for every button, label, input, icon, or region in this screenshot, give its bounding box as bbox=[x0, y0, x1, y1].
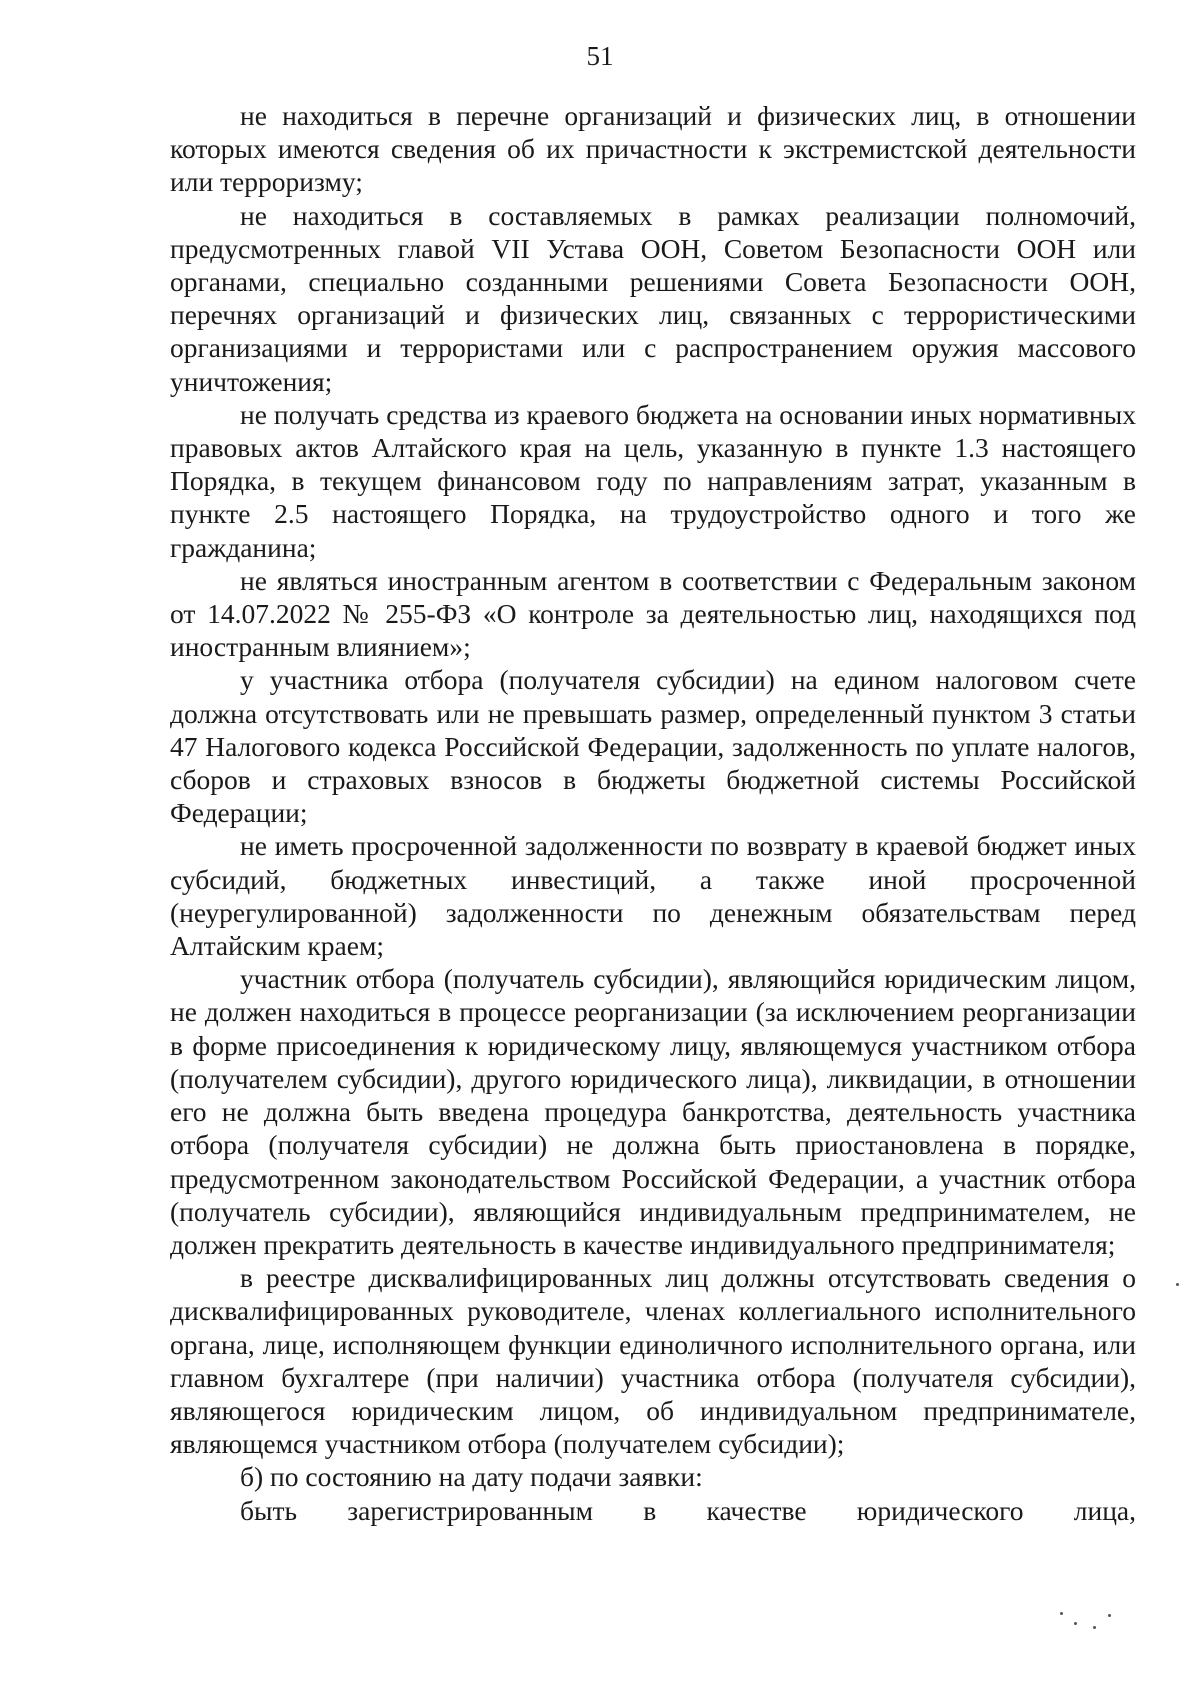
scan-artifact-dot bbox=[1074, 1622, 1077, 1625]
paragraph-registration: быть зарегистрированным в качестве юридического лица, bbox=[240, 1494, 1136, 1526]
scan-artifact-dot bbox=[1060, 1612, 1063, 1615]
page-number: 51 bbox=[586, 41, 614, 71]
paragraph-reorganization: участник отбора (получатель субсидии), являющийся юридическим лицом, не должен находиться в процессе реорганизации (за исключением реорганизации в форме присоединения к юридическому лицу, являющемуся участником отбора (получателем субсидии), другого юридического лица), ликвидации, в отношении его не должна быть введена процедура банкротства, деятельность участника отбора (получателя субсидии) не должна быть приостановлена в порядке, предусмотренном законодательством Российской Федерации, а участник отбора (получатель субсидии), являющийся индивидуальным предпринимателем, не должен прекратить деятельность в качестве индивидуального предпринимателя; bbox=[170, 963, 1136, 1260]
paragraph-no-other-budget-funds: не получать средства из краевого бюджета на основании иных нормативных правовых актов Алтайского края на цель, указанную в пункте 1.3 настоящего Порядка, в текущем финансовом году по направлениям затрат, указанным в пункте 2.5 настоящего Порядка, на трудоустройство одного и того же гражданина; bbox=[170, 398, 1136, 563]
paragraph-foreign-agent: не являться иностранным агентом в соответствии с Федеральным законом от 14.07.2022 № 255-ФЗ «О контроле за деятельностью лиц, находящихся под иностранным влиянием»; bbox=[170, 564, 1136, 663]
paragraph-application-date: б) по состоянию на дату подачи заявки: bbox=[240, 1461, 703, 1493]
paragraph-overdue-debt: не иметь просроченной задолженности по возврату в краевой бюджет иных субсидий, бюджетных инвестиций, а также иной просроченной (неурегулированной) задолженности по денежным обязательствам перед Алтайским краем; bbox=[170, 830, 1136, 962]
scan-artifact-dot bbox=[1093, 1626, 1096, 1629]
scan-artifact-dot bbox=[1176, 1283, 1179, 1286]
paragraph-tax-debt: у участника отбора (получателя субсидии) на едином налоговом счете должна отсутствовать или не превышать размер, определенный пунктом 3 статьи 47 Налогового кодекса Российской Федерации, задолженность по уплате налогов, сборов и страховых взносов в бюджеты бюджетной системы Российской Федерации; bbox=[170, 664, 1136, 829]
paragraph-extremism-list: не находиться в перечне организаций и физических лиц, в отношении которых имеются сведения об их причастности к экстремистской деятельности или терроризму; bbox=[170, 100, 1136, 198]
scan-artifact-dot bbox=[1108, 1614, 1111, 1617]
document-body bbox=[170, 99, 1136, 1527]
paragraph-disqualified-registry: в реестре дисквалифицированных лиц должны отсутствовать сведения о дисквалифицированных руководителе, членах коллегиального исполнительного органа, лице, исполняющем функции единоличного исполнительного органа, или главном бухгалтере (при наличии) участника отбора (получателя субсидии), являющегося юридическим лицом, об индивидуальном предпринимателе, являющемся участником отбора (получателем субсидии); bbox=[170, 1262, 1136, 1460]
paragraph-un-sanctions-list: не находиться в составляемых в рамках реализации полномочий, предусмотренных главой VII Устава ООН, Советом Безопасности ООН или органами, специально созданными решениями Совета Безопасности ООН, перечнях организаций и физических лиц, связанных с террористическими организациями и террористами или с распространением оружия массового уничтожения; bbox=[170, 199, 1136, 397]
